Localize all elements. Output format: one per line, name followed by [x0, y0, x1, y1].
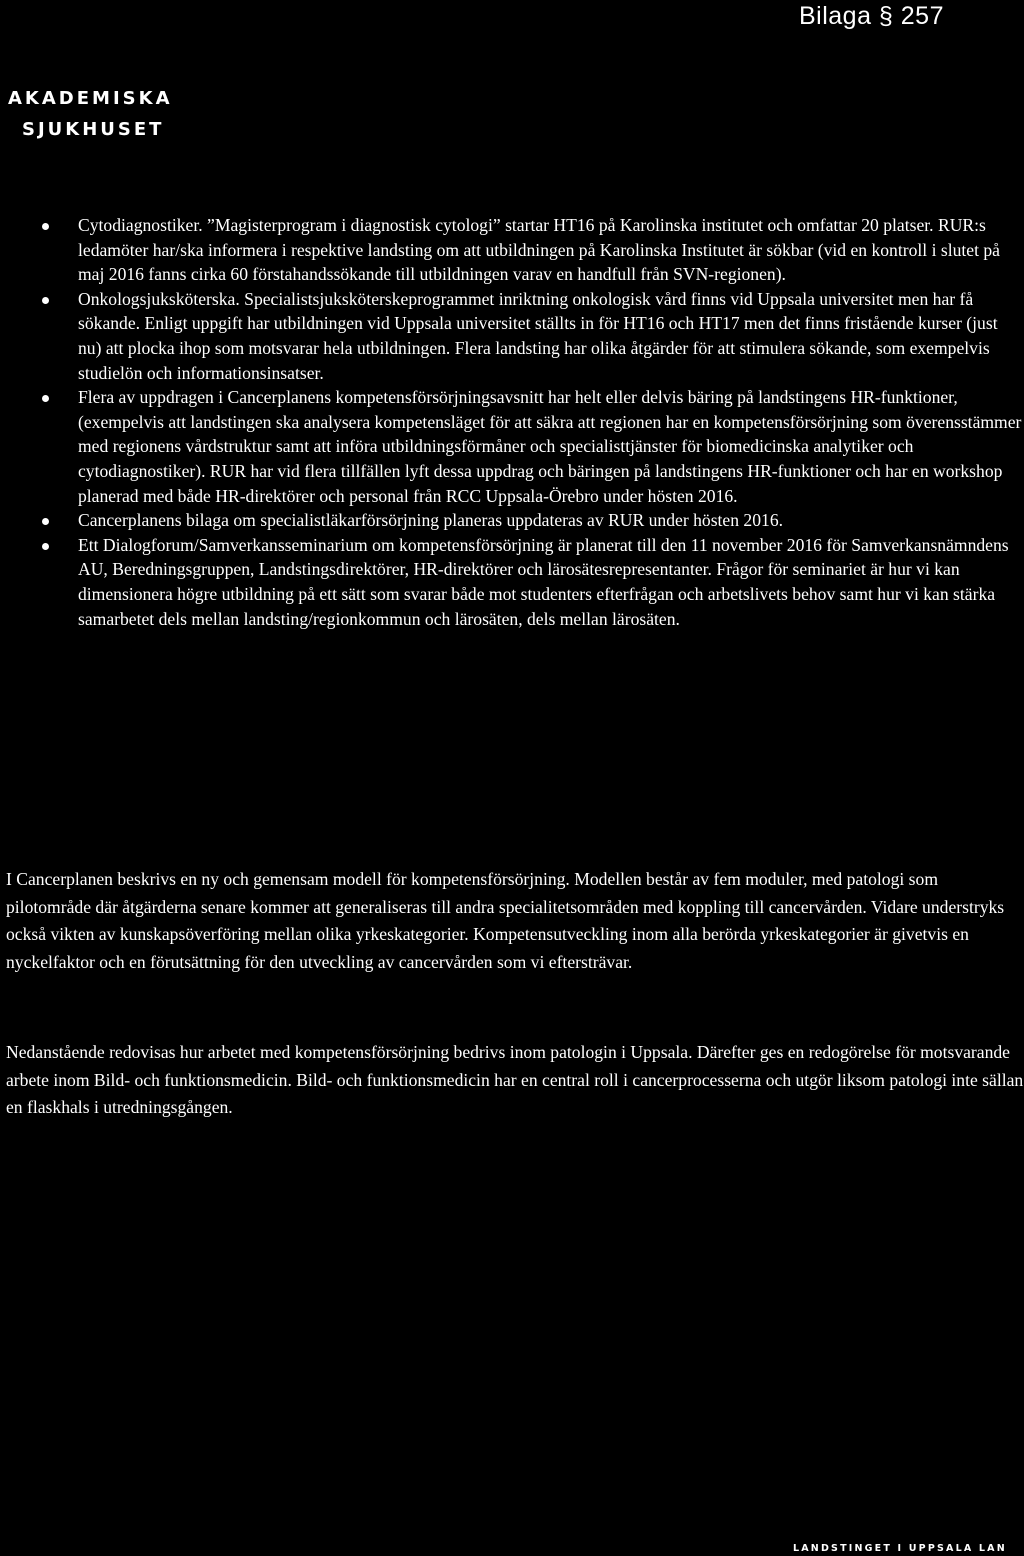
bullet-dot-icon	[42, 518, 49, 525]
bullet-text: Onkologsjuksköterska. Specialistsjuksköterskeprogrammet inriktning onkologisk vård finns vid Uppsala universitet men har få sökande. Enligt uppgift har utbildningen vid Uppsala universitet ställts in för HT16 och HT17 men det finns fristående kurser (just nu) att plocka ihop som motsvarar hela utbildningen. Flera landsting har olika åtgärder för att stimulera sökande, som exempelvis studielön och informationsinsatser.	[78, 288, 998, 383]
bullet-item-onkologsjukskoterska	[42, 287, 1024, 385]
bullet-item-cytodiagnostiker	[42, 213, 1024, 287]
paragraph-patologi-uppsala: Nedanstående redovisas hur arbetet med kompetensförsörjning bedrivs inom patologin i Uppsala. Därefter ges en redogörelse för motsvarande arbete inom Bild- och funktionsmedicin. Bild- och funktionsmedicin har en central roll i cancerprocesserna och utgör liksom patologi inte sällan en flaskhals i utredningsgången.	[6, 1042, 1024, 1117]
bullet-list	[42, 213, 1024, 631]
bullet-dot-icon	[42, 223, 49, 230]
page-reference: Bilaga § 257	[798, 2, 944, 30]
bullet-dot-icon	[42, 543, 49, 550]
bullet-text: Cancerplanens bilaga om specialistläkarförsörjning planeras uppdateras av RUR under hösten 2016.	[78, 510, 784, 531]
bullet-dot-icon	[42, 297, 49, 304]
footer-organization: LANDSTINGET I UPPSALA LAN	[793, 1543, 1007, 1554]
bullet-item-specialistlakare	[42, 508, 1024, 533]
logo-line-1: AKADEMISKA	[8, 88, 173, 109]
bullet-text: Flera av uppdragen i Cancerplanens kompetensförsörjningsavsnitt har helt eller delvis bäring på landstingens HR-funktioner, (exempelvis att landstingen ska analysera kompetensläget för att säkra att regionen har en kompetensförsörjning som överensstämmer med regionens vårdstruktur samt att införa utbildningsförmåner och specialisttjänster för biomedicinska analytiker och cytodiagnostiker). RUR har vid flera tillfällen lyft dessa uppdrag och bäringen på landstingens HR-funktioner och har en workshop planerad med både HR-direktörer och personal från RCC Uppsala-Örebro under hösten 2016.	[78, 387, 1022, 506]
paragraph-cancerplan-model: I Cancerplanen beskrivs en ny och gemensam modell för kompetensförsörjning. Modellen består av fem moduler, med patologi som pilotområde där åtgärderna senare kommer att generaliseras till andra specialitetsområden med koppling till cancervården. Vidare understryks också vikten av kunskapsöverföring mellan olika yrkeskategorier. Kompetensutveckling inom alla berörda yrkeskategorier är givetvis en nyckelfaktor och en förutsättning för den utveckling av cancervården som vi eftersträvar.	[6, 869, 1005, 972]
hospital-logo	[8, 83, 173, 145]
bullet-text: Cytodiagnostiker. ”Magisterprogram i diagnostisk cytologi” startar HT16 på Karolinska institutet och omfattar 20 platser. RUR:s ledamöter har/ska informera i respektive landsting om att utbildningen på Karolinska Institutet är sökbar (vid en kontroll i slutet på maj 2016 fanns cirka 60 förstahandssökande till utbildningen varav en handfull från SVN-regionen).	[78, 215, 1000, 285]
logo-line-2: SJUKHUSET	[22, 119, 165, 140]
bullet-item-dialogforum	[42, 533, 1024, 631]
bullet-item-hr-funktioner	[42, 385, 1024, 508]
bullet-text: Ett Dialogforum/Samverkansseminarium om kompetensförsörjning är planerat till den 11 november 2016 för Samverkansnämndens AU, Beredningsgruppen, Landstingsdirektörer, HR-direktörer och lärosätesrepresentanter. Frågor för seminariet är hur vi kan dimensionera högre utbildning på ett sätt som svarar både mot studenters efterfrågan och arbetslivets behov samt hur vi kan stärka samarbetet dels mellan landsting/regionkommun och lärosäten, dels mellan lärosäten.	[78, 534, 1009, 629]
bullet-dot-icon	[42, 395, 49, 402]
